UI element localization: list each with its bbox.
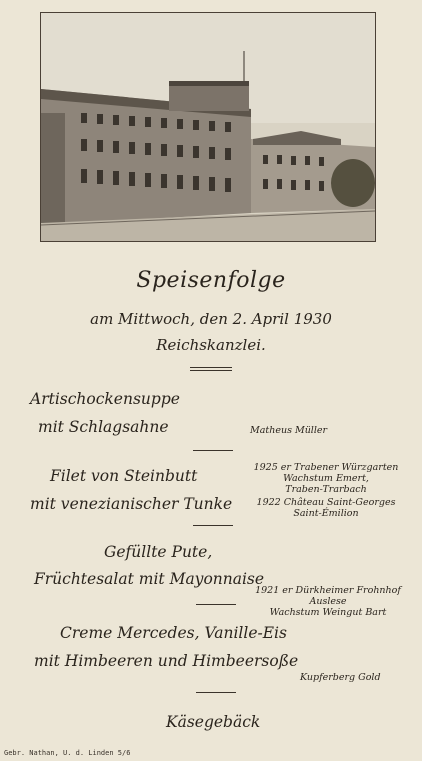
wine-3-line-2: Saint-Émilion (293, 508, 359, 519)
divider (196, 692, 236, 693)
course-1-line-2: mit Schlagsahne (38, 418, 169, 436)
divider (190, 367, 232, 371)
course-2-line-1: Filet von Steinbutt (50, 467, 198, 485)
divider (193, 525, 233, 526)
wine-2-line-1: 1925 er Trabener Würzgarten (253, 462, 399, 473)
course-4-line-1: Creme Mercedes, Vanille-Eis (60, 624, 287, 642)
wine-2-line-2: Wachstum Emert, (283, 473, 369, 484)
course-1-line-1: Artischockensuppe (30, 390, 180, 408)
menu-title: Speisenfolge (136, 268, 286, 293)
wine-3-line-1: 1922 Château Saint-Georges (256, 497, 396, 508)
wine-4-line-2: Auslese (309, 596, 347, 607)
divider (196, 604, 236, 605)
menu-place: Reichskanzlei. (156, 336, 266, 354)
menu-date-line: am Mittwoch, den 2. April 1930 (90, 310, 332, 328)
printer-imprint: Gebr. Nathan, U. d. Linden 5/6 (4, 749, 131, 757)
wine-1: Matheus Müller (250, 425, 328, 436)
building-photo (40, 12, 376, 242)
wine-2 (253, 462, 399, 495)
course-4-line-2: mit Himbeeren und Himbeersoße (34, 652, 299, 670)
wine-4-line-3: Wachstum Weingut Bart (269, 607, 387, 618)
divider (193, 450, 233, 451)
wine-3 (253, 497, 399, 519)
course-3-line-1: Gefüllte Pute, (104, 543, 213, 561)
wine-4 (255, 585, 401, 618)
wine-2-line-3: Traben-Trarbach (285, 484, 367, 495)
wine-4-line-1: 1921 er Dürkheimer Frohnhof (255, 585, 401, 596)
course-2-line-2: mit venezianischer Tunke (30, 495, 233, 513)
building-photo-image (41, 13, 375, 241)
course-3-line-2: Früchtesalat mit Mayonnaise (34, 570, 265, 588)
wine-5: Kupferberg Gold (300, 672, 381, 683)
course-5-line-1: Käsegebäck (166, 713, 261, 731)
